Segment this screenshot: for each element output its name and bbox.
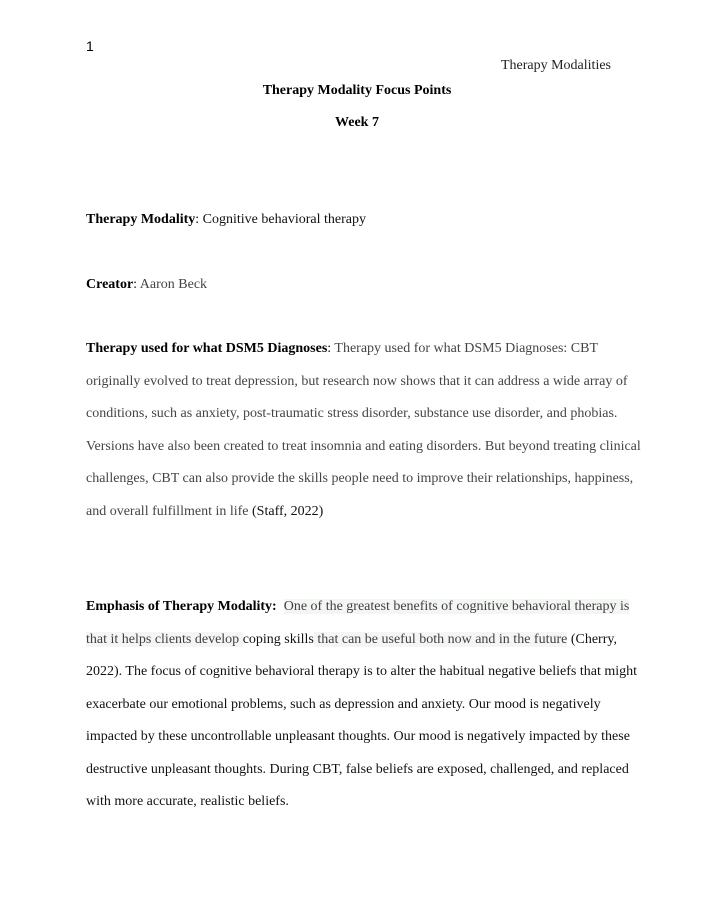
emphasis-section [86, 591, 646, 819]
emphasis-label: Emphasis of Therapy Modality: [86, 599, 277, 614]
emphasis-coping-skills: coping skills [242, 631, 314, 647]
therapy-modality-value: Cognitive behavioral therapy [202, 212, 366, 227]
emphasis-body-highlighted: One of the greatest benefits of cognitive behavioral therapy is that it helps clients develop [86, 599, 630, 647]
creator-value: Aaron Beck [139, 277, 208, 292]
dsm-diagnoses-label: Therapy used for what DSM5 Diagnoses [86, 341, 328, 356]
dsm-diagnoses-separator: : [327, 341, 335, 356]
creator-section [86, 269, 646, 302]
running-head: Therapy Modalities [500, 58, 611, 73]
creator-separator: : [133, 277, 140, 292]
creator-label: Creator [86, 277, 134, 292]
dsm-diagnoses-body: Therapy used for what DSM5 Diagnoses: CBT originally evolved to treat depression, but research now shows that it can address a wide array of conditions, such as anxiety, post-traumatic stress disorder, substance use disorder, and phobias. Versions have also been created to treat insomnia and eating disorders. But beyond treating clinical challenges, CBT can also provide the skills people need to improve their relationships, happiness, and overall fulfillment in life [86, 341, 641, 519]
page-number: 1 [86, 38, 94, 54]
dsm-diagnoses-citation: (Staff, 2022) [248, 503, 324, 519]
dsm-diagnoses-section [86, 333, 646, 528]
therapy-modality-separator: : [195, 212, 203, 227]
document-week: Week 7 [335, 115, 379, 130]
emphasis-body-highlighted-2: that can be useful both now and in the future [313, 631, 568, 647]
therapy-modality-label: Therapy Modality [86, 212, 196, 227]
therapy-modality-section [86, 204, 646, 237]
document-title: Therapy Modality Focus Points [262, 83, 452, 98]
emphasis-body-rest: (Cherry, 2022). The focus of cognitive behavioral therapy is to alter the habitual negative beliefs that might exacerbate our emotional problems, such as depression and anxiety. Our mood is negatively impacted by these uncontrollable unpleasant thoughts. Our mood is negatively impacted by these destructive unpleasant thoughts. During CBT, false beliefs are exposed, challenged, and replaced with more accurate, realistic beliefs. [86, 631, 638, 809]
